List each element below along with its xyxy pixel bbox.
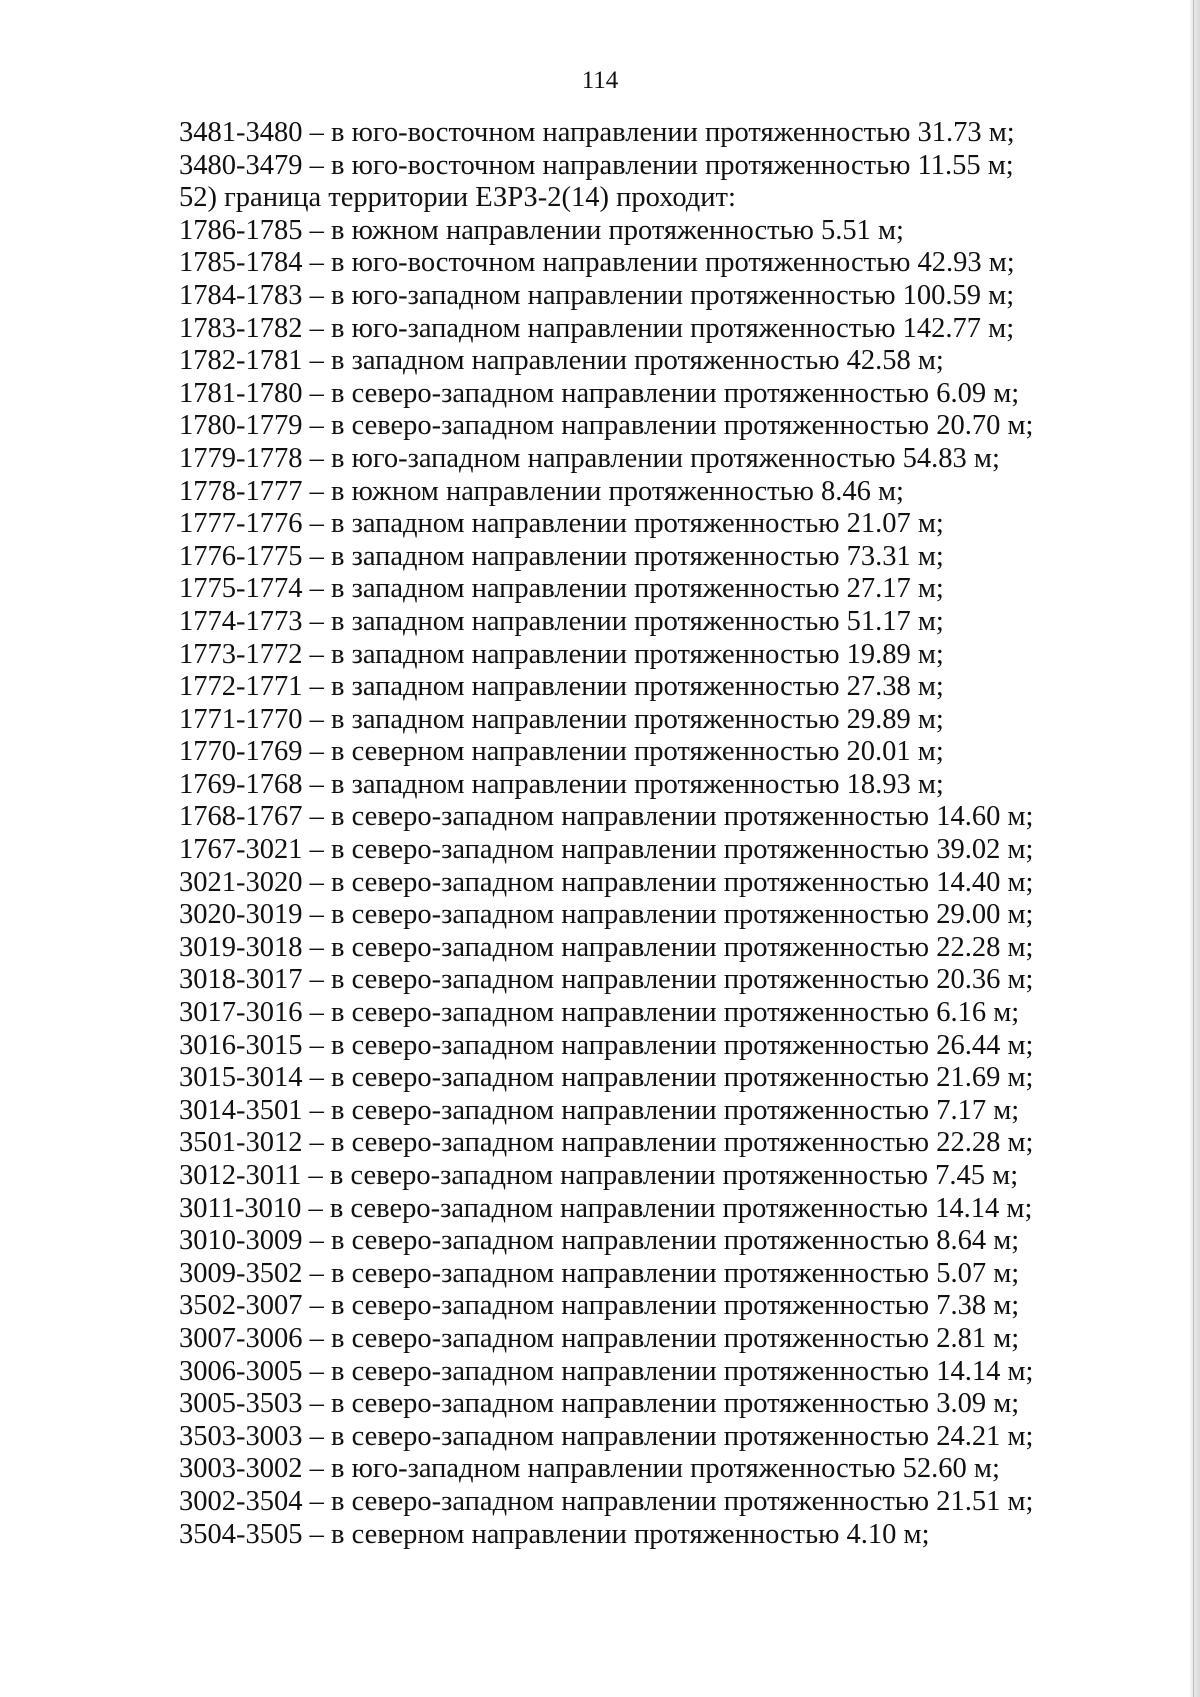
text-line: 1773-1772 – в западном направлении протяженностью 19.89 м;	[179, 638, 944, 670]
text-line: 1775-1774 – в западном направлении протяженностью 27.17 м;	[179, 573, 944, 605]
text-line: 3012-3011 – в северо-западном направлении протяженностью 7.45 м;	[179, 1160, 1019, 1191]
text-line: 1786-1785 – в южном направлении протяженностью 5.51 м;	[179, 214, 904, 246]
text-line: 3019-3018 – в северо-западном направлении протяженностью 22.28 м;	[179, 931, 1034, 963]
text-line: 3002-3504 – в северо-западном направлении протяженностью 21.51 м;	[179, 1485, 1034, 1517]
text-line: 1774-1773 – в западном направлении протяженностью 51.17 м;	[179, 605, 944, 637]
text-line: 3017-3016 – в северо-западном направлении протяженностью 6.16 м;	[179, 997, 1020, 1029]
text-line: 3005-3503 – в северо-западном направлении протяженностью 3.09 м;	[179, 1388, 1020, 1420]
text-line: 3501-3012 – в северо-западном направлении протяженностью 22.28 м;	[179, 1127, 1034, 1159]
scan-edge-line	[1193, 0, 1194, 1697]
text-line: 3003-3002 – в юго-западном направлении протяженностью 52.60 м;	[179, 1453, 1000, 1485]
text-line: 1783-1782 – в юго-западном направлении протяженностью 142.77 м;	[179, 312, 1015, 344]
text-line: 1785-1784 – в юго-восточном направлении протяженностью 42.93 м;	[179, 247, 1015, 279]
text-line: 3006-3005 – в северо-западном направлении протяженностью 14.14 м;	[179, 1355, 1034, 1387]
text-line: 3480-3479 – в юго-восточном направлении протяженностью 11.55 м;	[179, 149, 1014, 181]
text-line: 3011-3010 – в северо-западном направлении протяженностью 14.14 м;	[179, 1192, 1033, 1224]
boundary-description-list	[179, 117, 1079, 1551]
text-line: 3021-3020 – в северо-западном направлении протяженностью 14.40 м;	[179, 866, 1034, 898]
text-line: 1768-1767 – в северо-западном направлении протяженностью 14.60 м;	[179, 801, 1034, 833]
text-line: 3010-3009 – в северо-западном направлении протяженностью 8.64 м;	[179, 1225, 1020, 1257]
text-line: 1776-1775 – в западном направлении протяженностью 73.31 м;	[179, 540, 944, 572]
text-line: 1767-3021 – в северо-западном направлении протяженностью 39.02 м;	[179, 834, 1034, 866]
text-line: 1782-1781 – в западном направлении протяженностью 42.58 м;	[179, 345, 944, 377]
text-line: 1770-1769 – в северном направлении протяженностью 20.01 м;	[179, 736, 944, 768]
text-line: 1771-1770 – в западном направлении протяженностью 29.89 м;	[179, 703, 944, 735]
scan-edge	[1190, 0, 1200, 1697]
text-line: 1778-1777 – в южном направлении протяженностью 8.46 м;	[179, 475, 904, 507]
text-line: 3018-3017 – в северо-западном направлении протяженностью 20.36 м;	[179, 964, 1034, 996]
text-line: 3014-3501 – в северо-западном направлении протяженностью 7.17 м;	[179, 1094, 1020, 1126]
text-line: 1777-1776 – в западном направлении протяженностью 21.07 м;	[179, 508, 944, 540]
text-line: 3009-3502 – в северо-западном направлении протяженностью 5.07 м;	[179, 1257, 1020, 1289]
text-line: 1784-1783 – в юго-западном направлении протяженностью 100.59 м;	[179, 279, 1015, 311]
text-line: 3481-3480 – в юго-восточном направлении протяженностью 31.73 м;	[179, 117, 1015, 148]
text-line: 1780-1779 – в северо-западном направлении протяженностью 20.70 м;	[179, 410, 1034, 442]
section-heading: 52) граница территории ЕЗРЗ-2(14) проходит:	[179, 182, 736, 214]
text-line: 1769-1768 – в западном направлении протяженностью 18.93 м;	[179, 768, 944, 800]
page-number: 114	[581, 67, 619, 94]
text-line: 3020-3019 – в северо-западном направлении протяженностью 29.00 м;	[179, 899, 1034, 931]
text-line: 3502-3007 – в северо-западном направлении протяженностью 7.38 м;	[179, 1290, 1020, 1322]
text-line: 3503-3003 – в северо-западном направлении протяженностью 24.21 м;	[179, 1420, 1034, 1452]
text-line: 3015-3014 – в северо-западном направлении протяженностью 21.69 м;	[179, 1062, 1034, 1094]
text-line: 1779-1778 – в юго-западном направлении протяженностью 54.83 м;	[179, 442, 1000, 474]
text-line: 1781-1780 – в северо-западном направлении протяженностью 6.09 м;	[179, 377, 1020, 409]
text-line: 3504-3505 – в северном направлении протяженностью 4.10 м;	[179, 1518, 930, 1550]
text-line: 1772-1771 – в западном направлении протяженностью 27.38 м;	[179, 671, 944, 703]
text-line: 3007-3006 – в северо-западном направлении протяженностью 2.81 м;	[179, 1322, 1020, 1354]
text-line: 3016-3015 – в северо-западном направлении протяженностью 26.44 м;	[179, 1029, 1034, 1061]
